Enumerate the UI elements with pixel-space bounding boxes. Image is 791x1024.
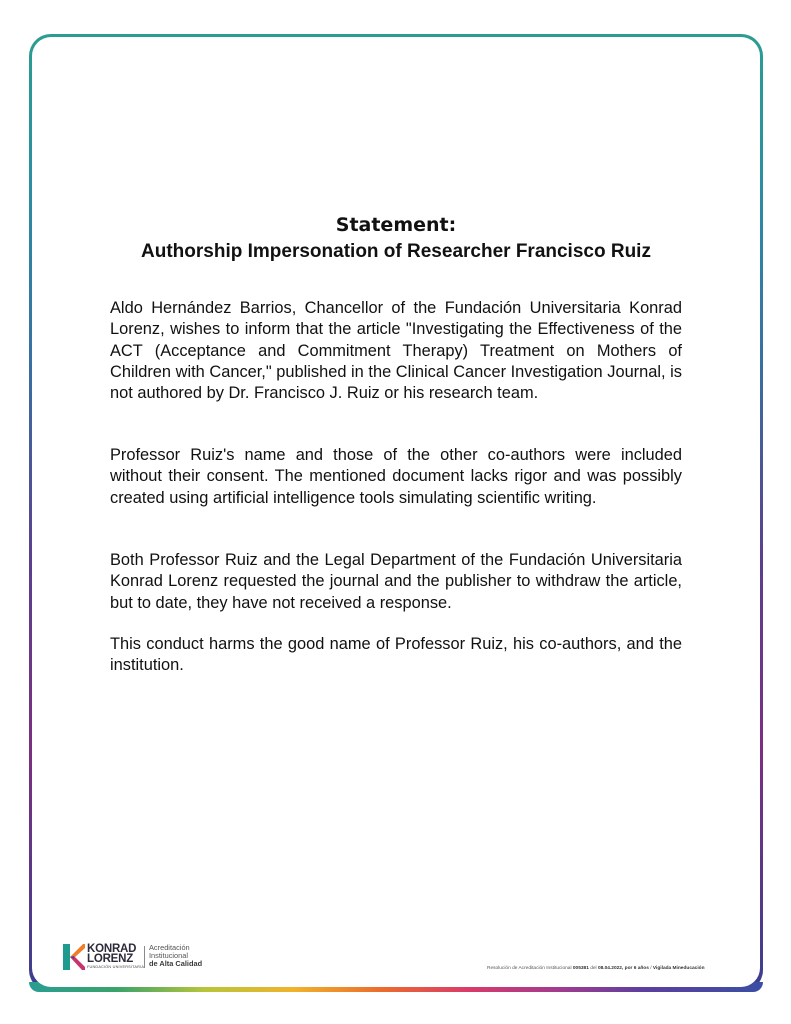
note-prefix: Resolución de Acreditación Institucional [487, 966, 573, 971]
note-date: 08.04.2022, por 6 años [597, 966, 649, 971]
logo-subtext: FUNDACIÓN UNIVERSITARIA [87, 965, 145, 969]
paragraph-chancellor-notice: Aldo Hernández Barrios, Chancellor of the Fundación Universitaria Konrad Lorenz, wishes to inform that the article "Investigating the Effectiveness of the ACT (Acceptance and Commitment Therapy) Treatment on Mothers of Children with Cancer," published in the Clinical Cancer Investigation Journal, is not authored by Dr. Francisco J. Ruiz or his research team. [110, 299, 682, 403]
note-resolution-number: 005381 [572, 966, 589, 971]
accreditation-line-1: Acreditación [149, 943, 190, 952]
logo-text-konrad: KONRAD [87, 943, 137, 955]
note-mid: del [588, 966, 598, 971]
statement-subtitle: Authorship Impersonation of Researcher Francisco Ruiz [141, 241, 651, 262]
accreditation-line-3: de Alta Calidad [149, 959, 203, 968]
accreditation-resolution-note [487, 966, 705, 971]
paragraph-consent: Professor Ruiz's name and those of the other co-authors were included without their consent. The mentioned document lacks rigor and was possibly created using artificial intelligence tools simulating scientific writing. [110, 446, 682, 507]
konrad-lorenz-k-icon [62, 943, 86, 971]
accreditation-line-2: Institucional [149, 951, 189, 960]
note-separator: / [648, 966, 653, 971]
logo-divider [144, 946, 145, 968]
paragraph-withdraw-request: Both Professor Ruiz and the Legal Department of the Fundación Universitaria Konrad Lorenz requested the journal and the publisher to withdraw the article, but to date, they have not received a response. [110, 551, 682, 612]
logo-text-lorenz: LORENZ [87, 953, 134, 965]
statement-title: Statement: [335, 214, 457, 236]
note-oversight: Vigilada Mineducación [652, 966, 705, 971]
paragraph-conduct: This conduct harms the good name of Professor Ruiz, his co-authors, and the institution. [110, 635, 682, 675]
konrad-lorenz-logo [62, 942, 212, 972]
page-sheet [32, 37, 760, 987]
